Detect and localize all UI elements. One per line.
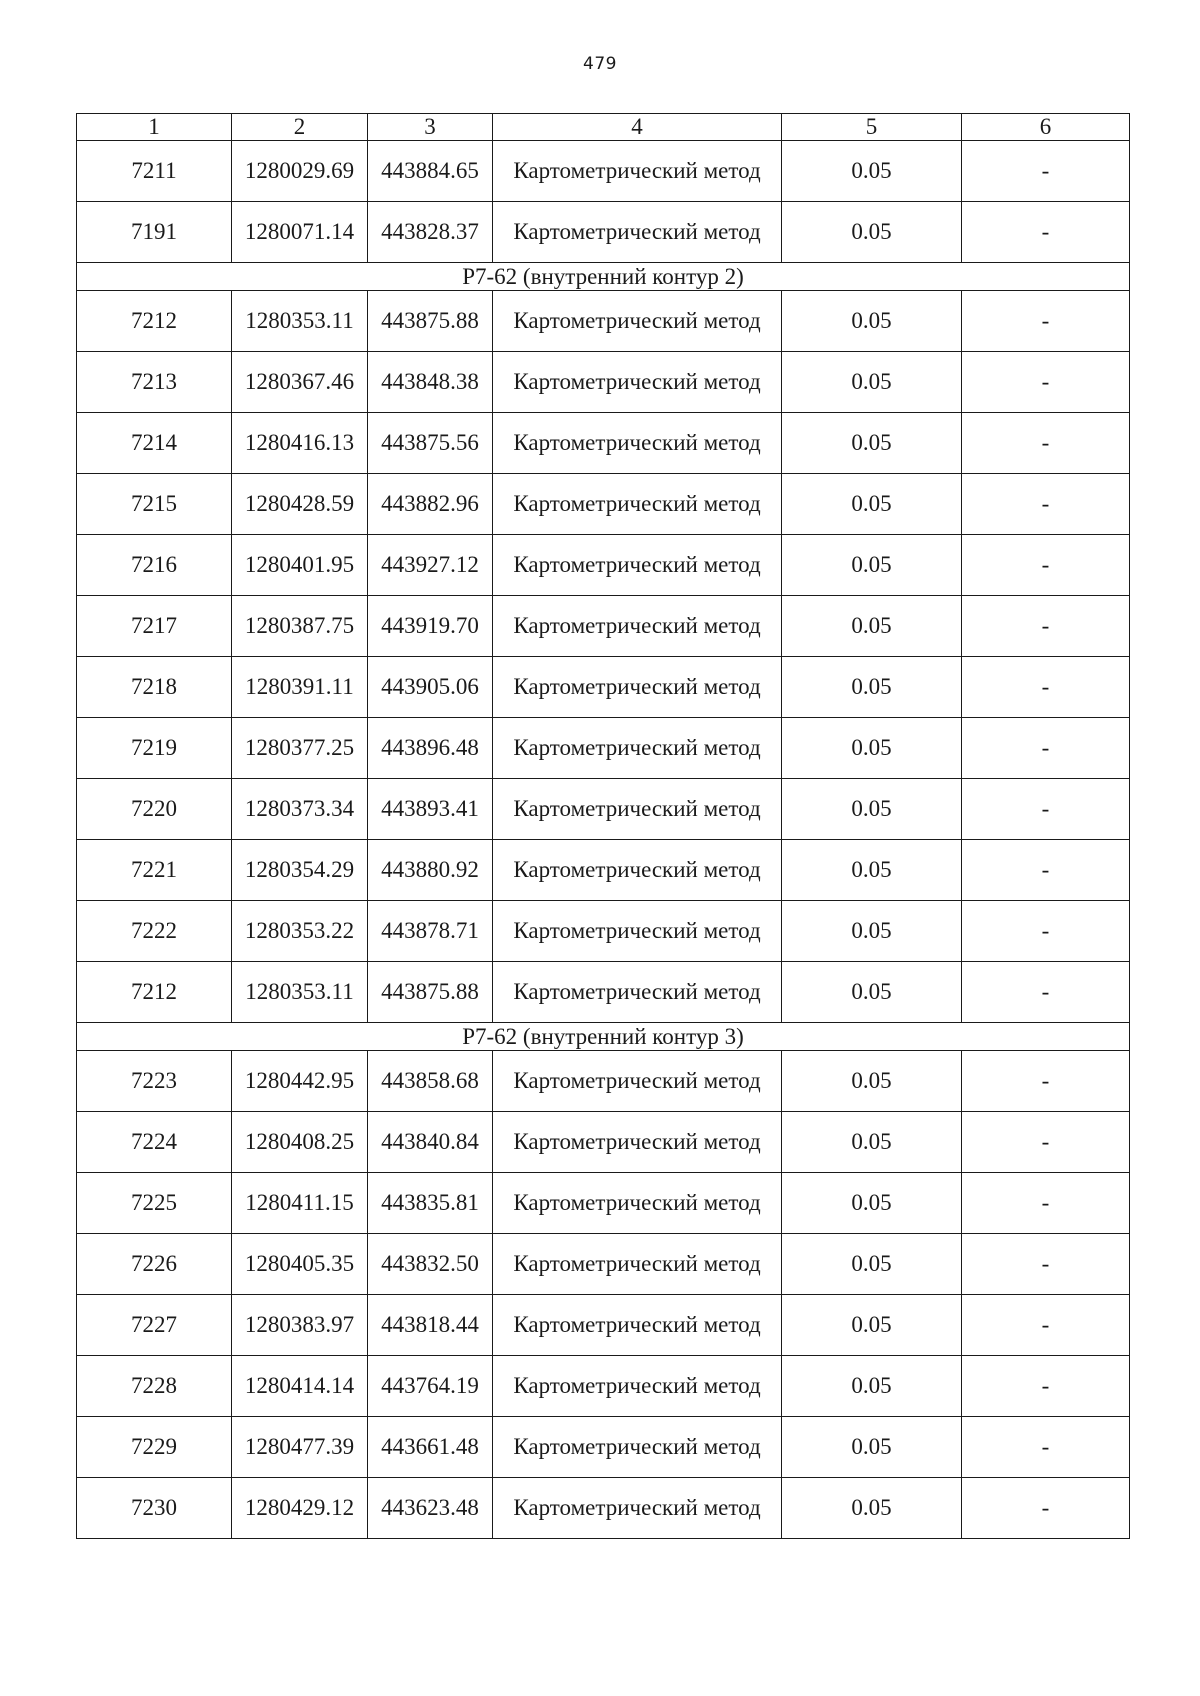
y-coordinate-cell: 443875.88: [368, 291, 493, 352]
x-coordinate-cell: 1280477.39: [232, 1417, 368, 1478]
accuracy-cell: 0.05: [782, 474, 962, 535]
method-cell: Картометрический метод: [493, 962, 782, 1023]
note-cell: -: [962, 1173, 1130, 1234]
point-number-cell: 7226: [77, 1234, 232, 1295]
accuracy-cell: 0.05: [782, 1112, 962, 1173]
x-coordinate-cell: 1280367.46: [232, 352, 368, 413]
section-title: Р7-62 (внутренний контур 3): [77, 1023, 1130, 1051]
point-number-cell: 7212: [77, 291, 232, 352]
x-coordinate-cell: 1280429.12: [232, 1478, 368, 1539]
accuracy-cell: 0.05: [782, 352, 962, 413]
accuracy-cell: 0.05: [782, 1234, 962, 1295]
note-cell: -: [962, 141, 1130, 202]
note-cell: -: [962, 1112, 1130, 1173]
accuracy-cell: 0.05: [782, 1173, 962, 1234]
header-cell: 1: [77, 114, 232, 141]
y-coordinate-cell: 443905.06: [368, 657, 493, 718]
section-title-row: [77, 263, 1130, 291]
method-cell: Картометрический метод: [493, 291, 782, 352]
accuracy-cell: 0.05: [782, 779, 962, 840]
point-number-cell: 7225: [77, 1173, 232, 1234]
header-cell: 2: [232, 114, 368, 141]
table-row: [77, 1417, 1130, 1478]
x-coordinate-cell: 1280071.14: [232, 202, 368, 263]
method-cell: Картометрический метод: [493, 202, 782, 263]
note-cell: -: [962, 535, 1130, 596]
note-cell: -: [962, 413, 1130, 474]
point-number-cell: 7219: [77, 718, 232, 779]
point-number-cell: 7227: [77, 1295, 232, 1356]
y-coordinate-cell: 443927.12: [368, 535, 493, 596]
y-coordinate-cell: 443878.71: [368, 901, 493, 962]
method-cell: Картометрический метод: [493, 1051, 782, 1112]
x-coordinate-cell: 1280405.35: [232, 1234, 368, 1295]
method-cell: Картометрический метод: [493, 657, 782, 718]
method-cell: Картометрический метод: [493, 1173, 782, 1234]
point-number-cell: 7215: [77, 474, 232, 535]
table-row: [77, 718, 1130, 779]
table-row: [77, 596, 1130, 657]
y-coordinate-cell: 443896.48: [368, 718, 493, 779]
accuracy-cell: 0.05: [782, 1356, 962, 1417]
x-coordinate-cell: 1280029.69: [232, 141, 368, 202]
method-cell: Картометрический метод: [493, 474, 782, 535]
table-header-row: [77, 114, 1130, 141]
accuracy-cell: 0.05: [782, 202, 962, 263]
method-cell: Картометрический метод: [493, 901, 782, 962]
point-number-cell: 7212: [77, 962, 232, 1023]
note-cell: -: [962, 352, 1130, 413]
table-row: [77, 535, 1130, 596]
point-number-cell: 7220: [77, 779, 232, 840]
note-cell: -: [962, 1478, 1130, 1539]
note-cell: -: [962, 1051, 1130, 1112]
y-coordinate-cell: 443919.70: [368, 596, 493, 657]
accuracy-cell: 0.05: [782, 291, 962, 352]
table-row: [77, 413, 1130, 474]
x-coordinate-cell: 1280411.15: [232, 1173, 368, 1234]
x-coordinate-cell: 1280353.22: [232, 901, 368, 962]
note-cell: -: [962, 718, 1130, 779]
page-number: 479: [583, 54, 617, 74]
table-row: [77, 1478, 1130, 1539]
section-title: Р7-62 (внутренний контур 2): [77, 263, 1130, 291]
y-coordinate-cell: 443764.19: [368, 1356, 493, 1417]
accuracy-cell: 0.05: [782, 840, 962, 901]
accuracy-cell: 0.05: [782, 657, 962, 718]
accuracy-cell: 0.05: [782, 1478, 962, 1539]
point-number-cell: 7228: [77, 1356, 232, 1417]
x-coordinate-cell: 1280414.14: [232, 1356, 368, 1417]
x-coordinate-cell: 1280401.95: [232, 535, 368, 596]
point-number-cell: 7221: [77, 840, 232, 901]
table-row: [77, 1112, 1130, 1173]
table-row: [77, 1356, 1130, 1417]
point-number-cell: 7223: [77, 1051, 232, 1112]
y-coordinate-cell: 443661.48: [368, 1417, 493, 1478]
accuracy-cell: 0.05: [782, 901, 962, 962]
note-cell: -: [962, 962, 1130, 1023]
point-number-cell: 7211: [77, 141, 232, 202]
table-row: [77, 901, 1130, 962]
accuracy-cell: 0.05: [782, 535, 962, 596]
section-title-row: [77, 1023, 1130, 1051]
y-coordinate-cell: 443848.38: [368, 352, 493, 413]
x-coordinate-cell: 1280373.34: [232, 779, 368, 840]
header-cell: 5: [782, 114, 962, 141]
method-cell: Картометрический метод: [493, 718, 782, 779]
y-coordinate-cell: 443623.48: [368, 1478, 493, 1539]
y-coordinate-cell: 443884.65: [368, 141, 493, 202]
point-number-cell: 7218: [77, 657, 232, 718]
method-cell: Картометрический метод: [493, 1234, 782, 1295]
header-cell: 3: [368, 114, 493, 141]
accuracy-cell: 0.05: [782, 1295, 962, 1356]
table-row: [77, 1051, 1130, 1112]
x-coordinate-cell: 1280353.11: [232, 962, 368, 1023]
header-cell: 6: [962, 114, 1130, 141]
x-coordinate-cell: 1280442.95: [232, 1051, 368, 1112]
method-cell: Картометрический метод: [493, 1417, 782, 1478]
note-cell: -: [962, 1356, 1130, 1417]
note-cell: -: [962, 1295, 1130, 1356]
y-coordinate-cell: 443818.44: [368, 1295, 493, 1356]
table-row: [77, 840, 1130, 901]
x-coordinate-cell: 1280383.97: [232, 1295, 368, 1356]
point-number-cell: 7230: [77, 1478, 232, 1539]
point-number-cell: 7191: [77, 202, 232, 263]
point-number-cell: 7224: [77, 1112, 232, 1173]
x-coordinate-cell: 1280354.29: [232, 840, 368, 901]
accuracy-cell: 0.05: [782, 718, 962, 779]
table-row: [77, 779, 1130, 840]
table-row: [77, 1295, 1130, 1356]
note-cell: -: [962, 291, 1130, 352]
method-cell: Картометрический метод: [493, 413, 782, 474]
x-coordinate-cell: 1280408.25: [232, 1112, 368, 1173]
method-cell: Картометрический метод: [493, 779, 782, 840]
method-cell: Картометрический метод: [493, 1478, 782, 1539]
point-number-cell: 7217: [77, 596, 232, 657]
x-coordinate-cell: 1280377.25: [232, 718, 368, 779]
method-cell: Картометрический метод: [493, 1112, 782, 1173]
y-coordinate-cell: 443832.50: [368, 1234, 493, 1295]
table-row: [77, 291, 1130, 352]
table-row: [77, 1173, 1130, 1234]
point-number-cell: 7216: [77, 535, 232, 596]
method-cell: Картометрический метод: [493, 1295, 782, 1356]
note-cell: -: [962, 202, 1130, 263]
point-number-cell: 7214: [77, 413, 232, 474]
y-coordinate-cell: 443840.84: [368, 1112, 493, 1173]
accuracy-cell: 0.05: [782, 1417, 962, 1478]
table-row: [77, 657, 1130, 718]
note-cell: -: [962, 1417, 1130, 1478]
y-coordinate-cell: 443828.37: [368, 202, 493, 263]
coordinates-table: [76, 113, 1130, 1539]
method-cell: Картометрический метод: [493, 840, 782, 901]
x-coordinate-cell: 1280428.59: [232, 474, 368, 535]
x-coordinate-cell: 1280353.11: [232, 291, 368, 352]
method-cell: Картометрический метод: [493, 596, 782, 657]
note-cell: -: [962, 474, 1130, 535]
accuracy-cell: 0.05: [782, 962, 962, 1023]
note-cell: -: [962, 901, 1130, 962]
note-cell: -: [962, 596, 1130, 657]
method-cell: Картометрический метод: [493, 1356, 782, 1417]
accuracy-cell: 0.05: [782, 1051, 962, 1112]
header-cell: 4: [493, 114, 782, 141]
table-row: [77, 202, 1130, 263]
note-cell: -: [962, 657, 1130, 718]
table-row: [77, 352, 1130, 413]
y-coordinate-cell: 443835.81: [368, 1173, 493, 1234]
y-coordinate-cell: 443882.96: [368, 474, 493, 535]
note-cell: -: [962, 779, 1130, 840]
x-coordinate-cell: 1280391.11: [232, 657, 368, 718]
method-cell: Картометрический метод: [493, 535, 782, 596]
y-coordinate-cell: 443875.88: [368, 962, 493, 1023]
point-number-cell: 7222: [77, 901, 232, 962]
accuracy-cell: 0.05: [782, 413, 962, 474]
y-coordinate-cell: 443893.41: [368, 779, 493, 840]
point-number-cell: 7213: [77, 352, 232, 413]
accuracy-cell: 0.05: [782, 141, 962, 202]
table-row: [77, 1234, 1130, 1295]
point-number-cell: 7229: [77, 1417, 232, 1478]
table-body: [77, 114, 1130, 1539]
x-coordinate-cell: 1280416.13: [232, 413, 368, 474]
note-cell: -: [962, 1234, 1130, 1295]
y-coordinate-cell: 443858.68: [368, 1051, 493, 1112]
note-cell: -: [962, 840, 1130, 901]
table-row: [77, 141, 1130, 202]
y-coordinate-cell: 443875.56: [368, 413, 493, 474]
method-cell: Картометрический метод: [493, 141, 782, 202]
table-row: [77, 474, 1130, 535]
table-row: [77, 962, 1130, 1023]
method-cell: Картометрический метод: [493, 352, 782, 413]
x-coordinate-cell: 1280387.75: [232, 596, 368, 657]
y-coordinate-cell: 443880.92: [368, 840, 493, 901]
accuracy-cell: 0.05: [782, 596, 962, 657]
